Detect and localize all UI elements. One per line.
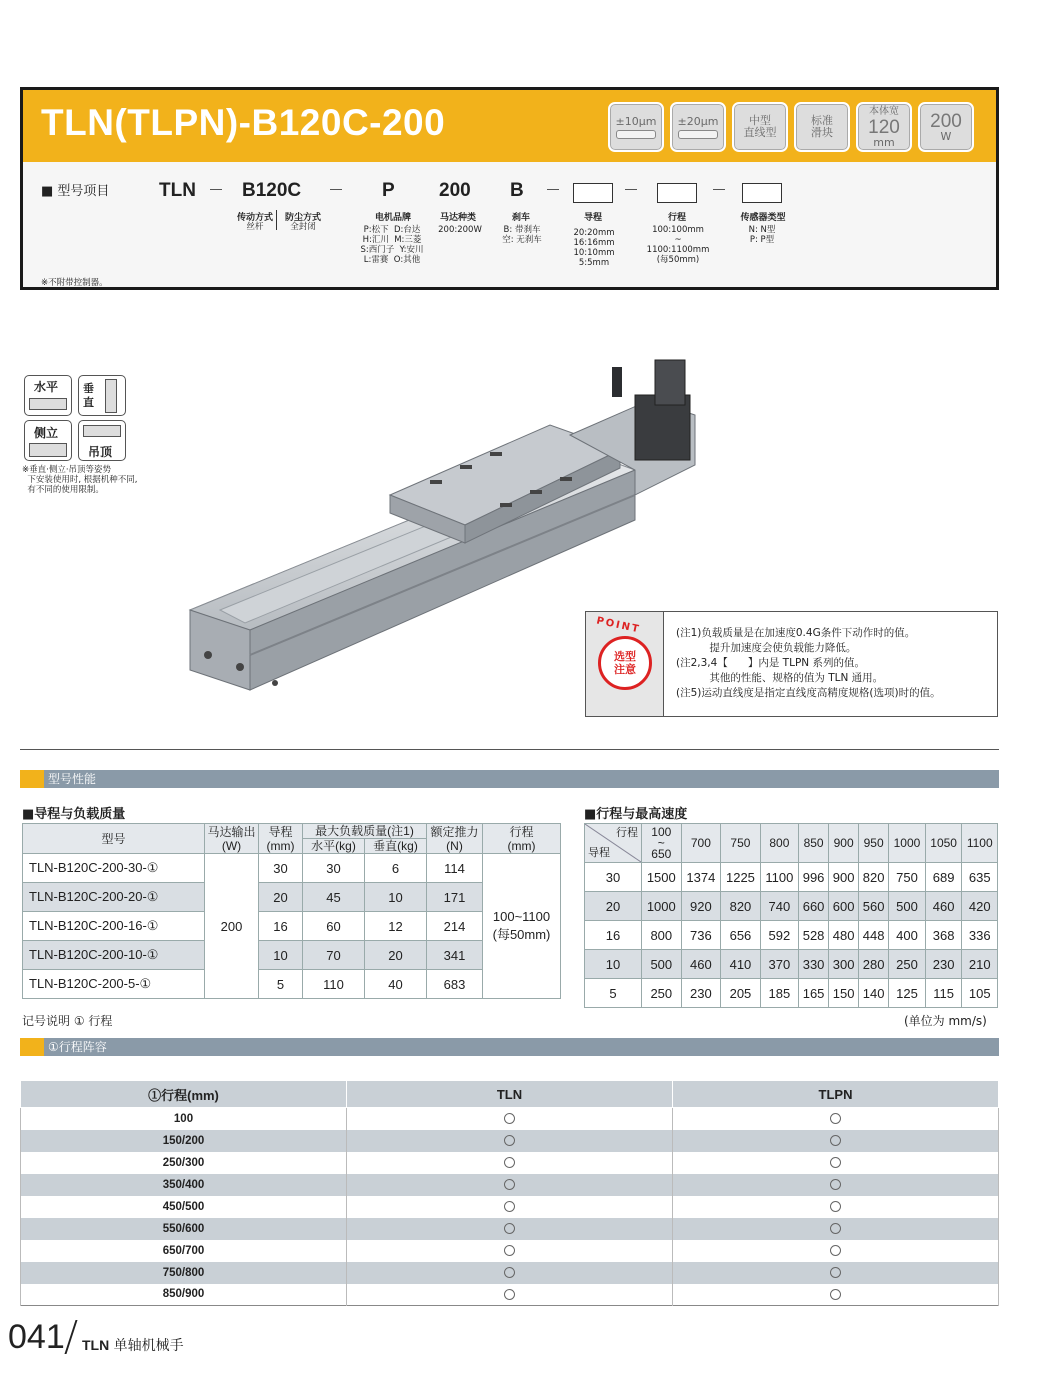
cell-lead: 30 [259, 854, 303, 883]
cell-horiz: 45 [303, 883, 365, 912]
th-stroke: 1100 [962, 824, 998, 863]
cell-stroke: 350/400 [21, 1174, 347, 1196]
cell-speed: 330 [799, 950, 829, 979]
badge-text: ±10μm [615, 114, 657, 128]
cell-speed: 900 [829, 863, 859, 892]
model-header-card [20, 87, 999, 290]
cell-speed: 528 [799, 921, 829, 950]
cell-speed: 1000 [642, 892, 682, 921]
lead-load-table [22, 823, 561, 999]
cell-speed: 600 [829, 892, 859, 921]
separator [210, 189, 222, 190]
separator [713, 189, 725, 190]
page-number: 041 [8, 1318, 65, 1356]
cell-model: TLN-B120C-200-5-① [23, 970, 205, 999]
cell-thrust: 214 [427, 912, 483, 941]
available-circle-icon [504, 1113, 515, 1124]
th-tln: TLN [347, 1081, 673, 1108]
cell-model: TLN-B120C-200-30-① [23, 854, 205, 883]
product-title: TLN(TLPN)-B120C-200 [41, 102, 446, 143]
table-row [585, 863, 998, 892]
label-drive: 传动方式 [236, 213, 273, 223]
cell-speed: 635 [962, 863, 998, 892]
available-circle-icon [830, 1179, 841, 1190]
pose-shape [29, 398, 67, 410]
cell-speed: 996 [799, 863, 829, 892]
cell-stroke: 250/300 [21, 1152, 347, 1174]
cell-lead: 10 [259, 941, 303, 970]
pose-shape [105, 379, 117, 413]
cell-horiz: 70 [303, 941, 365, 970]
th-vert: 垂直(kg) [365, 839, 427, 854]
pose-side-icon [24, 420, 72, 461]
table2-title: ■行程与最高速度 [584, 807, 688, 822]
footer-subtitle: 单轴机械手 [113, 1338, 184, 1354]
table-row [21, 1284, 999, 1306]
table-row [21, 1152, 999, 1174]
badge-unit: W [940, 129, 952, 143]
badge-glyph-icon [678, 130, 718, 139]
th-stroke: 800 [760, 824, 798, 863]
corner-top: 行程 [616, 827, 638, 839]
cell-speed: 820 [721, 892, 761, 921]
cell-speed: 400 [889, 921, 926, 950]
badge-slider [794, 102, 850, 152]
cell-speed: 140 [859, 979, 889, 1008]
cell-tln [347, 1196, 673, 1218]
badge-size [732, 102, 788, 152]
th-stroke: 850 [799, 824, 829, 863]
badge-text: 本体宽 [869, 105, 899, 117]
cell-speed: 689 [925, 863, 962, 892]
cell-tlpn [673, 1284, 999, 1306]
cell-tln [347, 1240, 673, 1262]
cell-speed: 820 [859, 863, 889, 892]
th-model: 型号 [23, 824, 205, 854]
cell-speed: 410 [721, 950, 761, 979]
cell-tln [347, 1174, 673, 1196]
cell-tln [347, 1130, 673, 1152]
available-circle-icon [504, 1179, 515, 1190]
cell-tln [347, 1108, 673, 1130]
cell-model: TLN-B120C-200-16-① [23, 912, 205, 941]
cell-lead: 16 [259, 912, 303, 941]
cell-vert: 20 [365, 941, 427, 970]
label-lead: 导程 [583, 213, 602, 223]
badge-power [918, 102, 974, 152]
th-stroke-first: 100 ~ 650 [642, 824, 682, 863]
available-circle-icon [830, 1135, 841, 1146]
cell-stroke: 850/900 [21, 1284, 347, 1306]
cell-lead: 5 [585, 979, 642, 1008]
cell-speed: 420 [962, 892, 998, 921]
pose-shape [83, 425, 121, 437]
pose-shape [29, 443, 67, 457]
cell-tln [347, 1284, 673, 1306]
table-row [585, 979, 998, 1008]
point-word: POINT [595, 615, 642, 636]
cell-horiz: 30 [303, 854, 365, 883]
table-row [585, 950, 998, 979]
cell-speed: 460 [681, 950, 721, 979]
available-circle-icon [830, 1157, 841, 1168]
code-type: B120C [242, 180, 302, 201]
sub-sensor: N: N型 P: P型 [748, 225, 776, 245]
table-row [21, 1240, 999, 1262]
th-stroke: 900 [829, 824, 859, 863]
sub-stroke: 100:100mm ~ 1100:1100mm (每50mm) [646, 225, 710, 265]
cell-speed: 336 [962, 921, 998, 950]
th-max-load: 最大负载质量(注1) [303, 824, 427, 839]
label-brake: 刹车 [511, 213, 530, 223]
sub-dust: 全封闭 [290, 222, 316, 232]
cell-thrust: 683 [427, 970, 483, 999]
cell-stroke: 100 [21, 1108, 347, 1130]
sub-drive: 丝杆 [246, 222, 264, 232]
th-horiz: 水平(kg) [303, 839, 365, 854]
cell-speed: 250 [889, 950, 926, 979]
pose-ceiling-icon [78, 420, 126, 461]
sub-motor: P:松下 D:台达 H:汇川 M:三菱 S:西门子 Y:安川 L:雷赛 O:其他 [360, 225, 424, 265]
stroke-speed-table [584, 823, 998, 1008]
badge-text: ±20μm [677, 114, 719, 128]
cell-speed: 750 [889, 863, 926, 892]
cell-speed: 560 [859, 892, 889, 921]
cell-motor: 200 [205, 854, 259, 999]
cell-stroke: 650/700 [21, 1240, 347, 1262]
cell-speed: 480 [829, 921, 859, 950]
pose-label: 吊顶 [88, 445, 113, 459]
cell-lead: 20 [259, 883, 303, 912]
cell-speed: 740 [760, 892, 798, 921]
cell-tlpn [673, 1152, 999, 1174]
cell-lead: 5 [259, 970, 303, 999]
badge-unit: mm [873, 135, 895, 149]
cell-tln [347, 1262, 673, 1284]
available-circle-icon [504, 1223, 515, 1234]
label-motor-type: 马达种类 [439, 213, 476, 223]
cell-speed: 1500 [642, 863, 682, 892]
label-dust: 防尘方式 [284, 213, 321, 223]
cell-vert: 40 [365, 970, 427, 999]
badge-text: 中型 [749, 114, 771, 127]
code-series: TLN [159, 180, 196, 201]
available-circle-icon [830, 1113, 841, 1124]
table-row [585, 921, 998, 950]
available-circle-icon [504, 1157, 515, 1168]
cell-tln [347, 1152, 673, 1174]
cell-speed: 185 [760, 979, 798, 1008]
cell-stroke: 550/600 [21, 1218, 347, 1240]
table-row [21, 1108, 999, 1130]
cell-model: TLN-B120C-200-10-① [23, 941, 205, 970]
th-stroke: 750 [721, 824, 761, 863]
cell-tlpn [673, 1130, 999, 1152]
th-stroke: 950 [859, 824, 889, 863]
model-code-area [23, 162, 996, 287]
cell-tlpn [673, 1108, 999, 1130]
cell-speed: 210 [962, 950, 998, 979]
table-row [21, 1262, 999, 1284]
cell-vert: 6 [365, 854, 427, 883]
cell-speed: 105 [962, 979, 998, 1008]
available-circle-icon [830, 1223, 841, 1234]
point-circle-icon [598, 636, 652, 690]
table-row [21, 1218, 999, 1240]
corner-bottom: 导程 [588, 847, 610, 859]
sub-motor-type: 200:200W [438, 225, 482, 235]
cell-stroke: 100~1100 (每50mm) [483, 854, 561, 999]
speed-unit-note: (单位为 mm/s) [904, 1014, 987, 1028]
code-motor-type: 200 [439, 180, 471, 201]
available-circle-icon [504, 1201, 515, 1212]
point-badge-area [586, 612, 664, 716]
cell-tlpn [673, 1196, 999, 1218]
controller-note: ※不附带控制器。 [41, 278, 108, 288]
cell-model: TLN-B120C-200-20-① [23, 883, 205, 912]
footer-title [82, 1335, 184, 1355]
section-divider [20, 749, 999, 750]
point-note-box [585, 611, 998, 717]
stroke-box [657, 183, 697, 203]
cell-speed: 150 [829, 979, 859, 1008]
cell-speed: 592 [760, 921, 798, 950]
table-row [23, 941, 561, 970]
th-stroke: 行程 (mm) [483, 824, 561, 854]
cell-horiz: 60 [303, 912, 365, 941]
label-motor: 电机品牌 [374, 213, 411, 223]
badge-width [856, 102, 912, 152]
cell-speed: 300 [829, 950, 859, 979]
badge-value: 200 [930, 110, 962, 132]
sensor-box [742, 183, 782, 203]
th-motor: 马达输出 (W) [205, 824, 259, 854]
cell-thrust: 114 [427, 854, 483, 883]
cell-speed: 280 [859, 950, 889, 979]
cell-vert: 12 [365, 912, 427, 941]
code-brake: B [510, 180, 524, 201]
badge-glyph-icon [616, 130, 656, 139]
th-corner [585, 824, 642, 863]
table-row [21, 1130, 999, 1152]
footer-slash [64, 1320, 77, 1354]
th-thrust: 额定推力 (N) [427, 824, 483, 854]
separator [547, 189, 559, 190]
cell-speed: 370 [760, 950, 798, 979]
cell-speed: 250 [642, 979, 682, 1008]
footer-brand: TLN [82, 1337, 110, 1353]
cell-speed: 115 [925, 979, 962, 1008]
separator [625, 189, 637, 190]
cell-lead: 10 [585, 950, 642, 979]
cell-speed: 125 [889, 979, 926, 1008]
cell-tlpn [673, 1218, 999, 1240]
cell-stroke: 450/500 [21, 1196, 347, 1218]
cell-horiz: 110 [303, 970, 365, 999]
section-bar-stroke-lineup: ①行程阵容 [20, 1038, 999, 1056]
available-circle-icon [504, 1135, 515, 1146]
cell-speed: 500 [889, 892, 926, 921]
pose-label: 侧立 [34, 426, 59, 440]
cell-speed: 230 [925, 950, 962, 979]
cell-speed: 230 [681, 979, 721, 1008]
stroke-lineup-table [20, 1080, 999, 1306]
cell-speed: 448 [859, 921, 889, 950]
pose-horizontal-icon [24, 375, 72, 416]
sub-lead: 20:20mm 16:16mm 10:10mm 5:5mm [573, 228, 615, 268]
code-motor: P [382, 180, 395, 201]
cell-speed: 656 [721, 921, 761, 950]
cell-lead: 20 [585, 892, 642, 921]
available-circle-icon [830, 1289, 841, 1300]
cell-stroke: 750/800 [21, 1262, 347, 1284]
available-circle-icon [504, 1245, 515, 1256]
cell-speed: 920 [681, 892, 721, 921]
table-row [21, 1174, 999, 1196]
point-notes: (注1)负载质量是在加速度0.4G条件下动作时的值。 提升加速度会使负载能力降低。 (注2,3,4【 】内是 TLPN 系列的值。 其他的性能、规格的值为 TLN 通用。 (注5)运动直线度是指定直线度高精度规格(选项)时的值。 [676, 627, 941, 699]
available-circle-icon [830, 1245, 841, 1256]
badge-text: 标准 [811, 114, 833, 127]
badge-text: 滑块 [811, 126, 833, 139]
sub-brake: B: 带刹车 空: 无刹车 [502, 225, 542, 245]
th-tlpn: TLPN [673, 1081, 999, 1108]
badge-repeat-20 [670, 102, 726, 152]
cell-tln [347, 1218, 673, 1240]
cell-vert: 10 [365, 883, 427, 912]
cell-speed: 500 [642, 950, 682, 979]
pose-label: 垂直 [83, 382, 94, 409]
table-row [23, 883, 561, 912]
spec-badges [608, 102, 974, 152]
cell-speed: 1225 [721, 863, 761, 892]
cell-lead: 30 [585, 863, 642, 892]
cell-speed: 800 [642, 921, 682, 950]
cell-thrust: 341 [427, 941, 483, 970]
th-stroke: 700 [681, 824, 721, 863]
table-row [23, 970, 561, 999]
table1-title: ■导程与负载质量 [22, 807, 126, 822]
symbol-legend: 记号说明 ① 行程 [22, 1014, 113, 1028]
cell-tlpn [673, 1240, 999, 1262]
badge-repeat-10 [608, 102, 664, 152]
model-item-label: ■ 型号项目 [41, 184, 110, 199]
th-stroke: 1000 [889, 824, 926, 863]
cell-tlpn [673, 1262, 999, 1284]
table-row [585, 892, 998, 921]
cell-thrust: 171 [427, 883, 483, 912]
table-row [23, 912, 561, 941]
table-row [21, 1196, 999, 1218]
pose-note: ※垂直·侧立·吊顶等姿势 下安装使用时, 根据机种不同, 有不同的使用限制。 [22, 465, 138, 495]
th-lead: 导程 (mm) [259, 824, 303, 854]
separator [330, 189, 342, 190]
cell-speed: 660 [799, 892, 829, 921]
available-circle-icon [504, 1289, 515, 1300]
available-circle-icon [830, 1201, 841, 1212]
lead-box [573, 183, 613, 203]
pose-label: 水平 [34, 380, 59, 394]
label-stroke: 行程 [667, 213, 686, 223]
badge-text: 直线型 [743, 126, 777, 139]
cell-tlpn [673, 1174, 999, 1196]
cell-speed: 1100 [760, 863, 798, 892]
th-stroke-mm: ①行程(mm) [21, 1081, 347, 1108]
cell-speed: 368 [925, 921, 962, 950]
th-stroke: 1050 [925, 824, 962, 863]
title-banner [23, 90, 996, 162]
table-row [23, 854, 561, 883]
available-circle-icon [830, 1267, 841, 1278]
section-bar-performance: 型号性能 [20, 770, 999, 788]
cell-speed: 1374 [681, 863, 721, 892]
available-circle-icon [504, 1267, 515, 1278]
pose-vertical-icon [78, 375, 126, 416]
cell-speed: 460 [925, 892, 962, 921]
cell-speed: 736 [681, 921, 721, 950]
cell-speed: 165 [799, 979, 829, 1008]
label-sensor: 传感器类型 [740, 213, 786, 223]
cell-lead: 16 [585, 921, 642, 950]
cell-speed: 205 [721, 979, 761, 1008]
point-circle-text: 选型 注意 [614, 650, 636, 676]
badge-value: 120 [868, 116, 900, 138]
cell-stroke: 150/200 [21, 1130, 347, 1152]
